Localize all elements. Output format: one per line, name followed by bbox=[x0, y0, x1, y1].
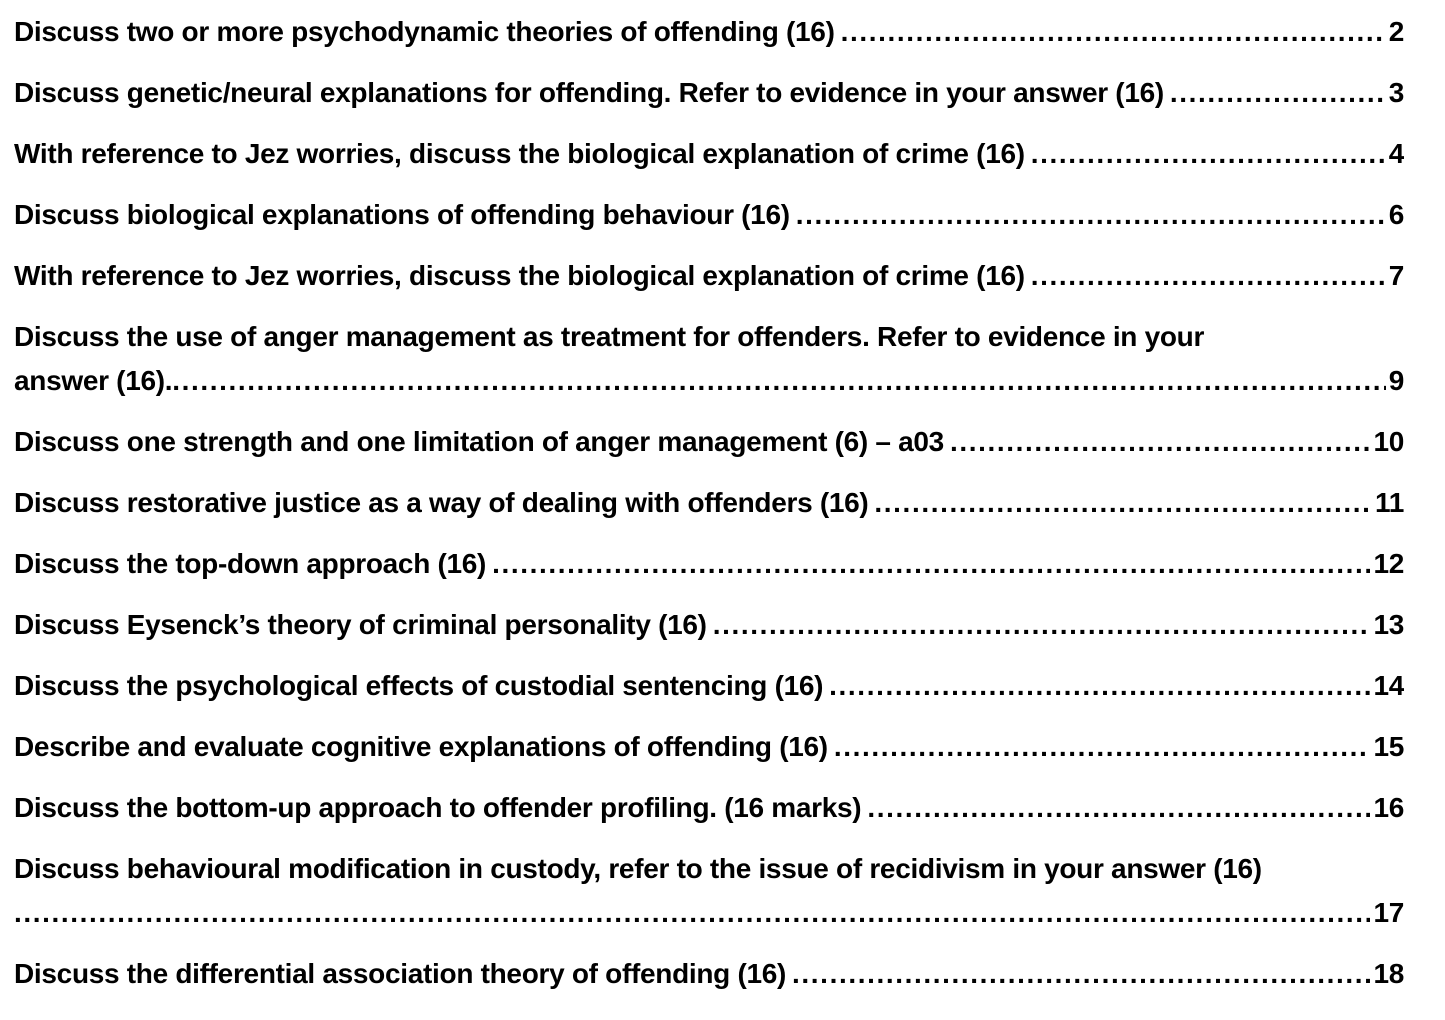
toc-entry[interactable] bbox=[14, 420, 1404, 464]
dot-leader bbox=[792, 952, 1370, 996]
dot-leader bbox=[1031, 132, 1386, 176]
toc-entry[interactable] bbox=[14, 132, 1404, 176]
toc-entry-title: Discuss Eysenck’s theory of criminal personality (16) bbox=[14, 609, 707, 640]
dot-leader bbox=[950, 420, 1371, 464]
toc-entry-page: 11 bbox=[1375, 487, 1404, 518]
table-of-contents bbox=[14, 10, 1404, 1013]
toc-entry[interactable] bbox=[14, 725, 1404, 769]
toc-entry-page: 13 bbox=[1373, 609, 1404, 640]
dot-leader bbox=[841, 10, 1386, 54]
toc-entry-title: Describe and evaluate cognitive explanations of offending (16) bbox=[14, 731, 828, 762]
toc-entry-page: 12 bbox=[1373, 548, 1404, 579]
dot-leader bbox=[874, 481, 1372, 525]
toc-entry-page: 2 bbox=[1388, 16, 1404, 47]
toc-entry-title: With reference to Jez worries, discuss the biological explanation of crime (16) bbox=[14, 260, 1025, 291]
dot-leader bbox=[796, 193, 1386, 237]
toc-entry-title: Discuss the top-down approach (16) bbox=[14, 548, 487, 579]
toc-entry[interactable] bbox=[14, 603, 1404, 647]
toc-entry-title-line2: answer (16). bbox=[14, 365, 173, 396]
toc-entry-page: 3 bbox=[1388, 77, 1404, 108]
toc-entry-page: 15 bbox=[1373, 731, 1404, 762]
toc-entry[interactable] bbox=[14, 315, 1404, 403]
dot-leader bbox=[14, 891, 1370, 935]
toc-entry-title: Discuss two or more psychodynamic theories of offending (16) bbox=[14, 16, 835, 47]
toc-entry-title: Discuss the differential association theory of offending (16) bbox=[14, 958, 787, 989]
toc-entry-page: 10 bbox=[1373, 426, 1404, 457]
toc-entry-page: 7 bbox=[1388, 260, 1404, 291]
toc-entry-title: Discuss genetic/neural explanations for offending. Refer to evidence in your answer (16) bbox=[14, 77, 1164, 108]
toc-entry[interactable] bbox=[14, 664, 1404, 708]
toc-entry[interactable] bbox=[14, 542, 1404, 586]
toc-entry-title: Discuss the bottom-up approach to offender profiling. (16 marks) bbox=[14, 792, 862, 823]
toc-entry[interactable] bbox=[14, 10, 1404, 54]
dot-leader bbox=[492, 542, 1370, 586]
toc-entry[interactable] bbox=[14, 193, 1404, 237]
toc-entry-title: Discuss one strength and one limitation of anger management (6) – a03 bbox=[14, 426, 944, 457]
toc-entry-title-line1: Discuss behavioural modification in custody, refer to the issue of recidivism in your answer (16) bbox=[14, 853, 1262, 884]
dot-leader bbox=[172, 359, 1385, 403]
toc-entry-page: 9 bbox=[1388, 365, 1404, 396]
toc-entry-page: 4 bbox=[1388, 138, 1404, 169]
toc-entry-line2 bbox=[14, 359, 1404, 403]
toc-entry-page: 17 bbox=[1373, 897, 1404, 928]
toc-entry[interactable] bbox=[14, 481, 1404, 525]
dot-leader bbox=[834, 725, 1371, 769]
toc-entry-title: Discuss restorative justice as a way of dealing with offenders (16) bbox=[14, 487, 869, 518]
dot-leader bbox=[713, 603, 1371, 647]
dot-leader bbox=[1031, 254, 1386, 298]
toc-entry-title: With reference to Jez worries, discuss the biological explanation of crime (16) bbox=[14, 138, 1025, 169]
toc-entry-title-line1: Discuss the use of anger management as treatment for offenders. Refer to evidence in your bbox=[14, 321, 1205, 352]
toc-entry[interactable] bbox=[14, 847, 1404, 935]
dot-leader bbox=[867, 786, 1370, 830]
toc-entry[interactable] bbox=[14, 254, 1404, 298]
toc-entry[interactable] bbox=[14, 786, 1404, 830]
toc-entry[interactable] bbox=[14, 952, 1404, 996]
toc-entry-title: Discuss the psychological effects of custodial sentencing (16) bbox=[14, 670, 824, 701]
toc-entry-page: 14 bbox=[1373, 670, 1404, 701]
toc-entry-page: 6 bbox=[1388, 199, 1404, 230]
toc-entry-title: Discuss biological explanations of offending behaviour (16) bbox=[14, 199, 790, 230]
toc-entry-line2 bbox=[14, 891, 1404, 935]
toc-entry-page: 16 bbox=[1373, 792, 1404, 823]
toc-entry-page: 18 bbox=[1373, 958, 1404, 989]
dot-leader bbox=[829, 664, 1370, 708]
toc-entry[interactable] bbox=[14, 71, 1404, 115]
dot-leader bbox=[1170, 71, 1386, 115]
